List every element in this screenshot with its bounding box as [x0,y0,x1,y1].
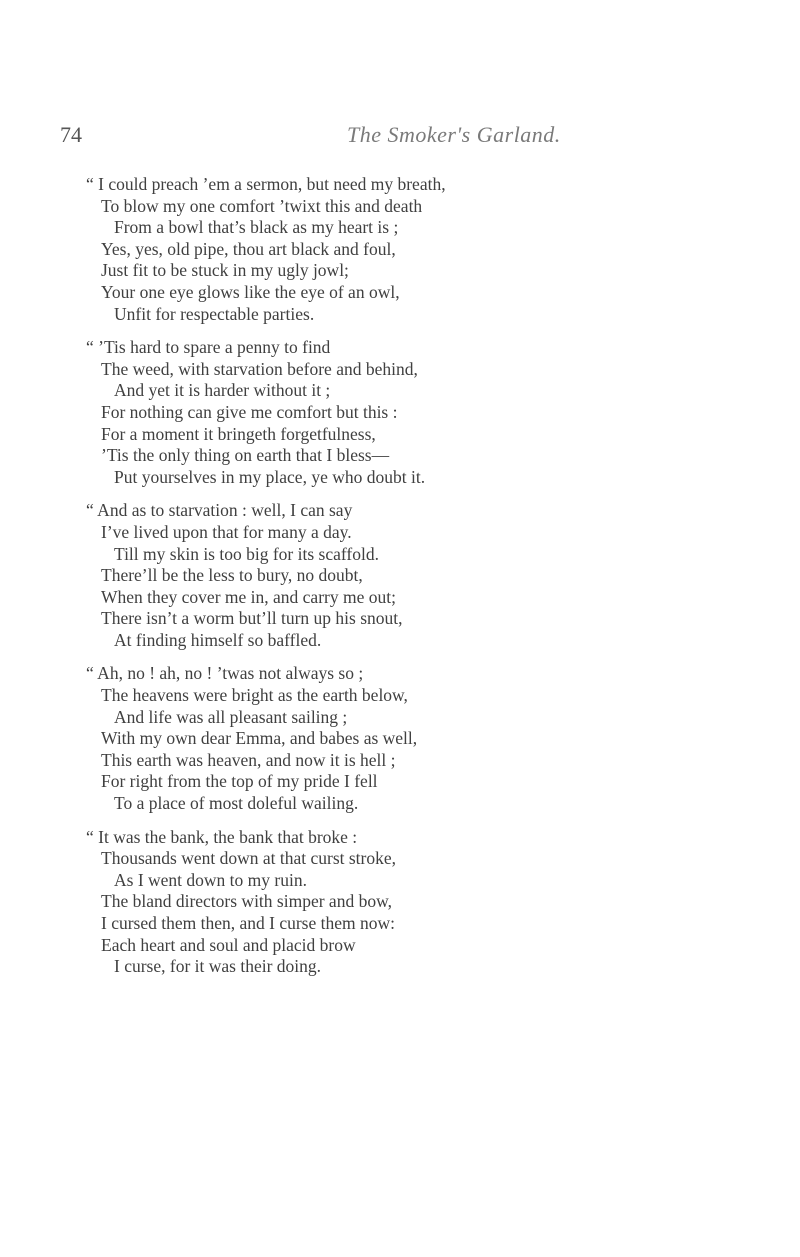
poem-line: Just fit to be stuck in my ugly jowl; [101,260,349,281]
stanza-1 [86,174,786,325]
stanza-3 [86,500,786,651]
poem-line: For nothing can give me comfort but this : [101,401,398,422]
poem-line: To a place of most doleful wailing. [114,793,359,814]
stanza-2 [86,337,786,488]
stanza-5 [86,827,786,978]
poem-line: I’ve lived upon that for many a day. [101,521,352,542]
poem-line: Thousands went down at that curst stroke, [101,848,397,869]
poem-line: The heavens were bright as the earth below, [101,685,408,706]
poem-line: From a bowl that’s black as my heart is ; [114,217,399,238]
poem-line: There isn’t a worm but’ll turn up his snout, [101,608,403,629]
poem-line: For a moment it bringeth forgetfulness, [101,423,376,444]
poem-line: With my own dear Emma, and babes as well, [101,728,418,749]
poem-line: “ I could preach ’em a sermon, but need my breath, [86,174,446,194]
poem-line: “ ’Tis hard to spare a penny to find [86,337,331,358]
poem-line: There’ll be the less to bury, no doubt, [101,565,363,586]
poem-line: Each heart and soul and placid brow [101,934,356,955]
poem-line: This earth was heaven, and now it is hell ; [101,749,396,770]
stanza-4 [86,663,786,814]
poem-line: And life was all pleasant sailing ; [114,706,348,727]
poem-line: Till my skin is too big for its scaffold. [114,543,379,564]
poem-line: And yet it is harder without it ; [114,380,331,401]
poem-line: Yes, yes, old pipe, thou art black and foul, [101,238,396,259]
poem-line: Your one eye glows like the eye of an owl, [101,281,400,302]
page-header [60,122,760,162]
poem-line: “ And as to starvation : well, I can say [86,500,353,521]
poem-line: As I went down to my ruin. [114,869,307,890]
poem-body [86,174,786,990]
poem-line: I cursed them then, and I curse them now: [101,913,396,933]
poem-line: “ It was the bank, the bank that broke : [86,826,358,847]
poem-line: When they cover me in, and carry me out; [101,586,396,607]
running-title: The Smoker's Garland. [347,122,561,147]
poem-line: ’Tis the only thing on earth that I bless— [101,445,390,466]
poem-line: Put yourselves in my place, ye who doubt it. [114,466,426,487]
poem-line: Unfit for respectable parties. [114,303,315,324]
poem-line: To blow my one comfort ’twixt this and death [101,195,423,216]
poem-line: The weed, with starvation before and behind, [101,358,418,379]
poem-line: I curse, for it was their doing. [114,956,322,977]
poem-line: “ Ah, no ! ah, no ! ’twas not always so ; [86,663,364,684]
poem-line: The bland directors with simper and bow, [101,891,392,912]
poem-line: For right from the top of my pride I fell [101,771,378,792]
page-number: 74 [60,122,82,147]
poem-line: At finding himself so baffled. [114,629,322,650]
